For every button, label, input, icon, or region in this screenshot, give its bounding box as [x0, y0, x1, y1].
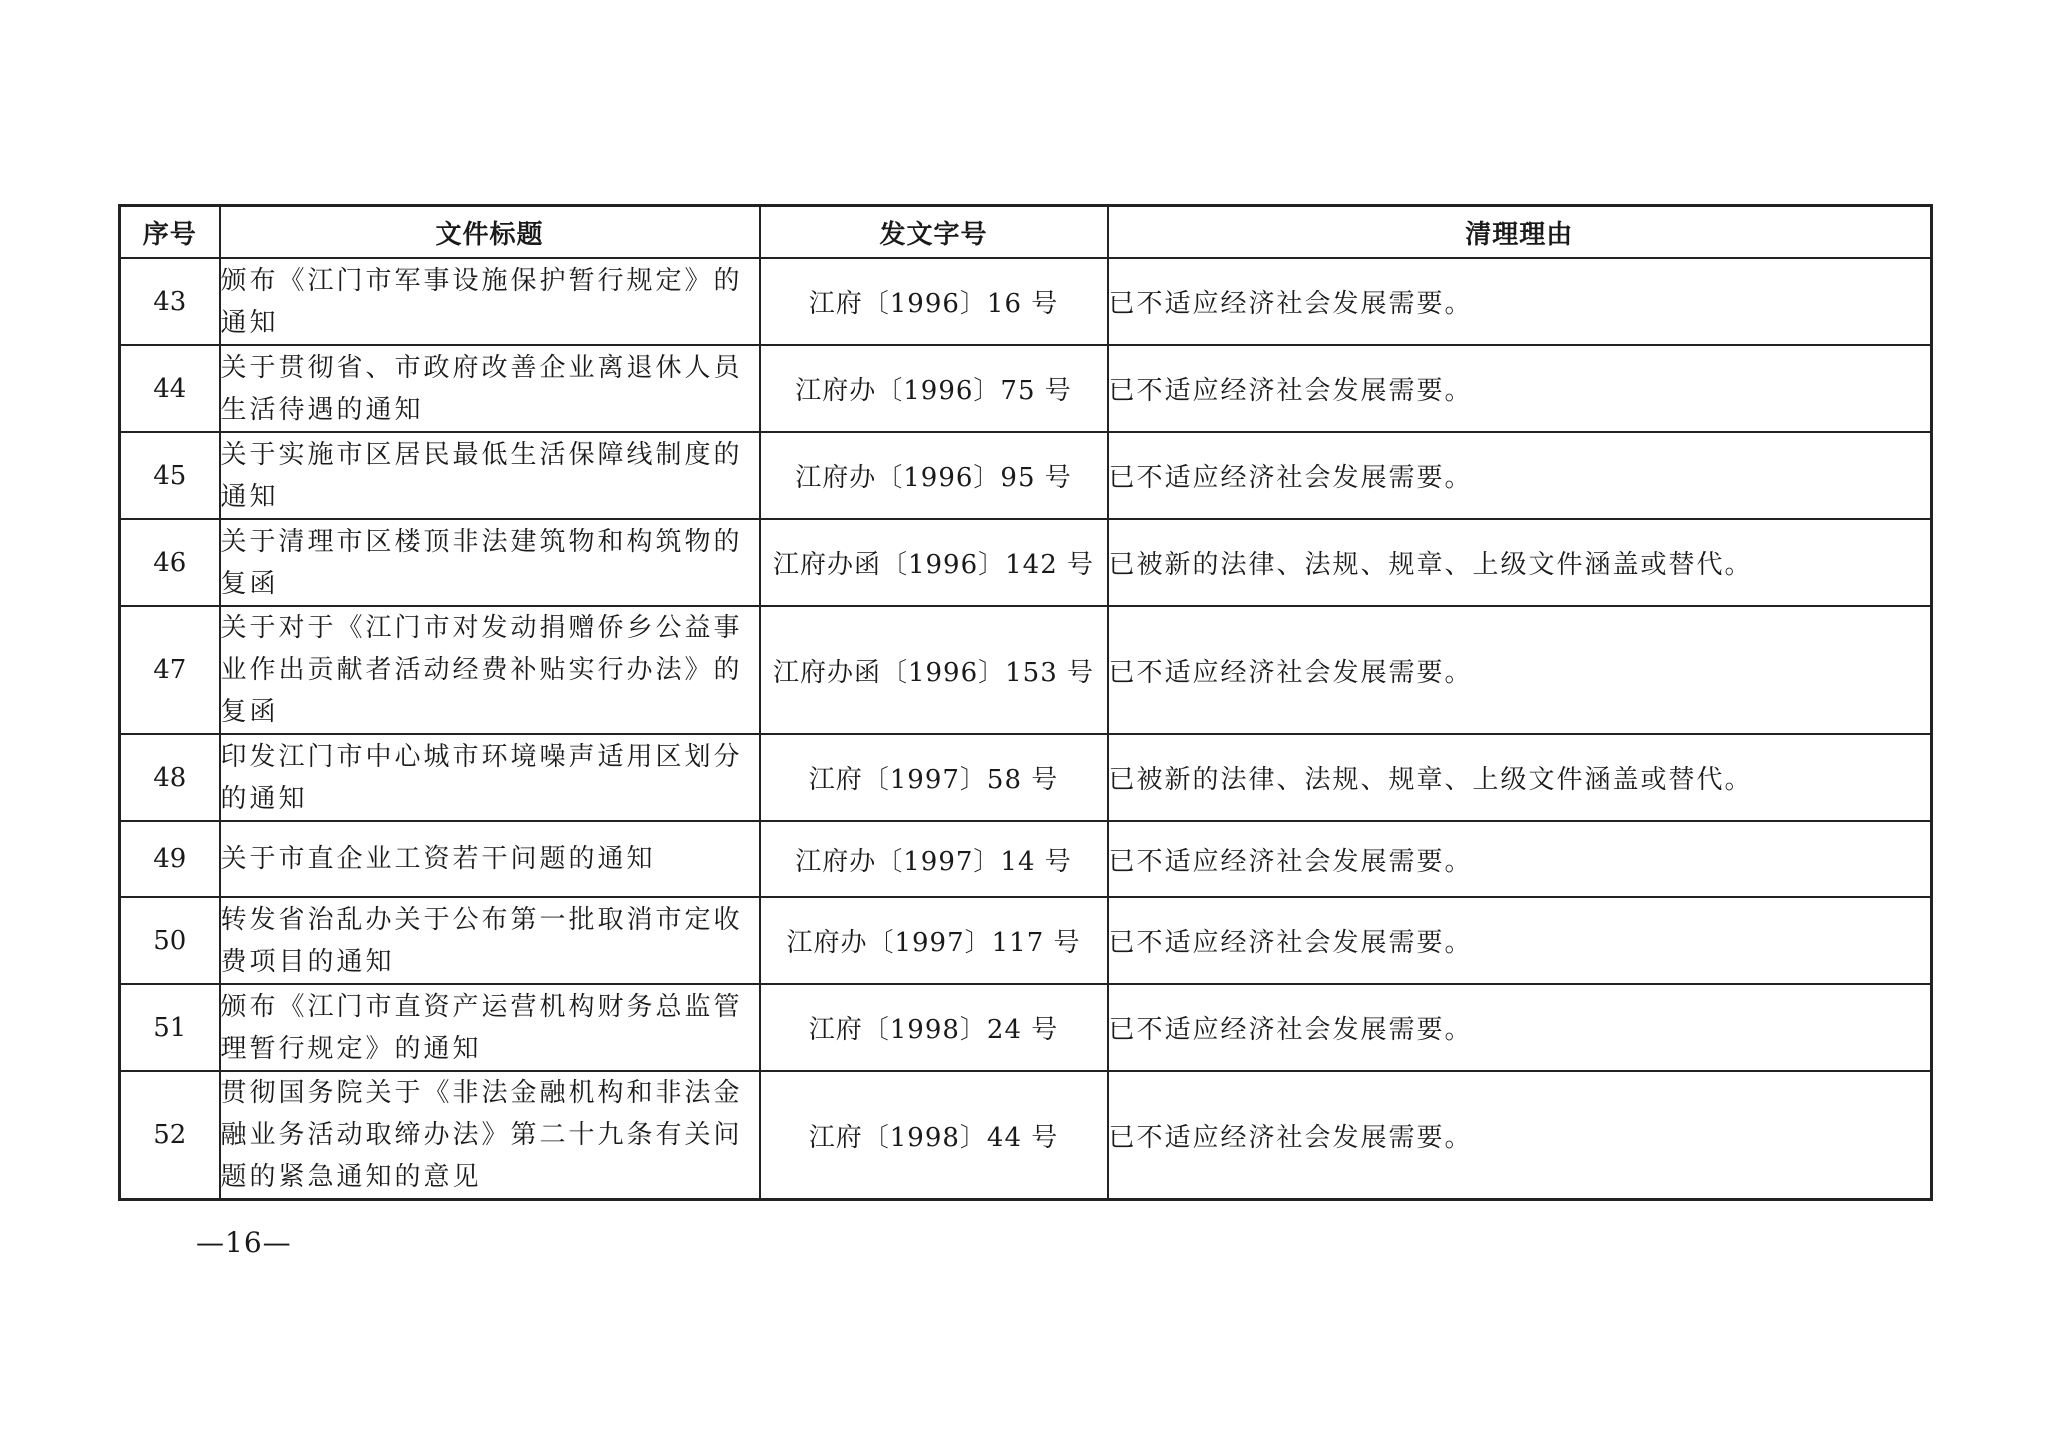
header-file-title: 文件标题	[220, 206, 760, 259]
row-file-title: 印发江门市中心城市环境噪声适用区划分的通知	[220, 734, 760, 821]
row-file-title: 关于清理市区楼顶非法建筑物和构筑物的复函	[220, 519, 760, 606]
table-row	[120, 984, 1932, 1071]
row-document-number: 江府办〔1997〕117 号	[760, 897, 1108, 984]
row-serial-number: 46	[120, 519, 220, 606]
row-cleanup-reason: 已被新的法律、法规、规章、上级文件涵盖或替代。	[1108, 519, 1932, 606]
document-table	[118, 204, 1933, 1201]
row-file-title: 关于实施市区居民最低生活保障线制度的通知	[220, 432, 760, 519]
row-serial-number: 49	[120, 821, 220, 897]
row-file-title: 贯彻国务院关于《非法金融机构和非法金融业务活动取缔办法》第二十九条有关问题的紧急通知的意见	[220, 1071, 760, 1200]
header-cleanup-reason: 清理理由	[1108, 206, 1932, 259]
table-row	[120, 897, 1932, 984]
row-cleanup-reason: 已不适应经济社会发展需要。	[1108, 897, 1932, 984]
row-cleanup-reason: 已不适应经济社会发展需要。	[1108, 258, 1932, 345]
row-cleanup-reason: 已不适应经济社会发展需要。	[1108, 345, 1932, 432]
row-document-number: 江府办〔1996〕75 号	[760, 345, 1108, 432]
row-cleanup-reason: 已被新的法律、法规、规章、上级文件涵盖或替代。	[1108, 734, 1932, 821]
row-serial-number: 47	[120, 606, 220, 734]
row-file-title: 关于贯彻省、市政府改善企业离退休人员生活待遇的通知	[220, 345, 760, 432]
table-row	[120, 345, 1932, 432]
row-serial-number: 51	[120, 984, 220, 1071]
row-document-number: 江府〔1997〕58 号	[760, 734, 1108, 821]
row-document-number: 江府办〔1996〕95 号	[760, 432, 1108, 519]
table-row	[120, 258, 1932, 345]
row-cleanup-reason: 已不适应经济社会发展需要。	[1108, 1071, 1932, 1200]
row-serial-number: 43	[120, 258, 220, 345]
row-file-title: 颁布《江门市军事设施保护暂行规定》的通知	[220, 258, 760, 345]
row-document-number: 江府办函〔1996〕153 号	[760, 606, 1108, 734]
row-cleanup-reason: 已不适应经济社会发展需要。	[1108, 606, 1932, 734]
table-row	[120, 821, 1932, 897]
header-serial-number: 序号	[120, 206, 220, 259]
table-row	[120, 1071, 1932, 1200]
row-serial-number: 50	[120, 897, 220, 984]
header-document-number: 发文字号	[760, 206, 1108, 259]
row-serial-number: 44	[120, 345, 220, 432]
row-file-title: 关于市直企业工资若干问题的通知	[220, 821, 760, 897]
table-row	[120, 432, 1932, 519]
row-serial-number: 48	[120, 734, 220, 821]
row-file-title: 转发省治乱办关于公布第一批取消市定收费项目的通知	[220, 897, 760, 984]
row-document-number: 江府〔1998〕24 号	[760, 984, 1108, 1071]
row-file-title: 关于对于《江门市对发动捐赠侨乡公益事业作出贡献者活动经费补贴实行办法》的复函	[220, 606, 760, 734]
row-document-number: 江府办〔1997〕14 号	[760, 821, 1108, 897]
row-document-number: 江府办函〔1996〕142 号	[760, 519, 1108, 606]
table-row	[120, 734, 1932, 821]
page-number: —16—	[196, 1226, 292, 1259]
table-row	[120, 519, 1932, 606]
row-document-number: 江府〔1996〕16 号	[760, 258, 1108, 345]
table-row	[120, 606, 1932, 734]
table-header-row	[120, 206, 1932, 259]
row-cleanup-reason: 已不适应经济社会发展需要。	[1108, 821, 1932, 897]
row-serial-number: 45	[120, 432, 220, 519]
row-cleanup-reason: 已不适应经济社会发展需要。	[1108, 432, 1932, 519]
row-serial-number: 52	[120, 1071, 220, 1200]
row-cleanup-reason: 已不适应经济社会发展需要。	[1108, 984, 1932, 1071]
row-file-title: 颁布《江门市直资产运营机构财务总监管理暂行规定》的通知	[220, 984, 760, 1071]
row-document-number: 江府〔1998〕44 号	[760, 1071, 1108, 1200]
